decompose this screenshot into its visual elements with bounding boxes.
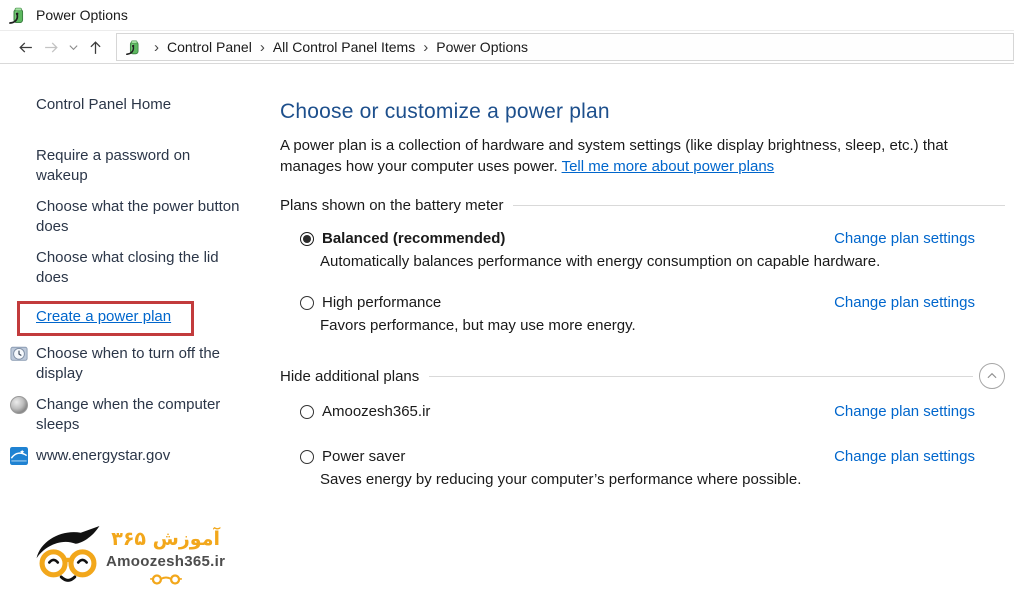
intro-paragraph xyxy=(280,135,985,177)
forward-button[interactable] xyxy=(38,34,64,60)
sidebar-item-require-password[interactable]: Require a password on wakeup xyxy=(36,147,191,184)
radio-high-performance[interactable] xyxy=(300,296,314,310)
sidebar-item-label: Choose when to turn off the display xyxy=(36,345,221,382)
title-bar xyxy=(0,0,1014,30)
section-battery-meter xyxy=(280,197,1005,214)
sidebar-item-power-button[interactable]: Choose what the power button does xyxy=(36,198,240,235)
plan-row-balanced xyxy=(280,230,1005,270)
sidebar-item-closing-lid[interactable]: Choose what closing the lid does xyxy=(36,249,219,286)
display-clock-icon xyxy=(10,345,28,363)
breadcrumb-chevron-icon[interactable]: › xyxy=(154,38,159,56)
sidebar xyxy=(0,64,255,599)
plan-name[interactable]: High performance xyxy=(322,294,442,311)
recent-pages-dropdown[interactable] xyxy=(64,34,82,60)
section-divider xyxy=(513,205,1005,206)
sidebar-item-computer-sleeps[interactable] xyxy=(36,395,241,435)
change-plan-settings-link-high-performance[interactable]: Change plan settings xyxy=(834,294,975,311)
chevron-up-icon xyxy=(985,369,999,383)
amoozesh365-logo xyxy=(34,522,239,586)
sidebar-item-control-panel-home[interactable]: Control Panel Home xyxy=(36,96,172,113)
tell-me-more-link[interactable]: Tell me more about power plans xyxy=(561,158,775,175)
plan-description: Favors performance, but may use more energy. xyxy=(320,317,636,334)
breadcrumb-chevron-icon[interactable]: › xyxy=(423,38,429,56)
change-plan-settings-link-amoozesh[interactable]: Change plan settings xyxy=(834,403,975,420)
forward-arrow-icon xyxy=(43,39,60,56)
window-content xyxy=(0,64,1014,599)
sidebar-item-turn-off-display[interactable] xyxy=(36,344,241,384)
sidebar-item-energystar[interactable] xyxy=(36,446,241,466)
intro-text: A power plan is a collection of hardware and system settings (like display brightness, sleep, etc.) that manages how your computer uses power. xyxy=(280,137,948,175)
plan-name[interactable]: Power saver xyxy=(322,448,406,465)
logo-brand-english: Amoozesh365.ir xyxy=(106,553,226,570)
plan-description: Automatically balances performance with energy consumption on capable hardware. xyxy=(320,253,881,270)
power-options-icon xyxy=(8,6,27,25)
page-title: Choose or customize a power plan xyxy=(280,100,610,123)
breadcrumb-all-items[interactable]: All Control Panel Items xyxy=(272,39,416,55)
plan-description: Saves energy by reducing your computer’s performance where possible. xyxy=(320,471,802,488)
section-label: Hide additional plans xyxy=(280,367,420,385)
back-button[interactable] xyxy=(12,34,38,60)
plan-row-amoozesh xyxy=(280,403,1005,420)
power-options-icon-small xyxy=(125,39,142,56)
address-bar[interactable] xyxy=(116,33,1014,61)
window-title: Power Options xyxy=(36,7,128,23)
main-panel xyxy=(255,64,1014,599)
radio-power-saver[interactable] xyxy=(300,450,314,464)
logo-brand-farsi: آموزش ۳۶۵ xyxy=(111,528,220,550)
radio-balanced[interactable] xyxy=(300,232,314,246)
sleep-sphere-icon xyxy=(10,396,28,414)
plan-name[interactable]: Amoozesh365.ir xyxy=(322,403,431,420)
change-plan-settings-link-balanced[interactable]: Change plan settings xyxy=(834,230,975,247)
up-button[interactable] xyxy=(82,34,108,60)
chevron-down-icon xyxy=(68,42,79,53)
collapse-section-button[interactable] xyxy=(979,363,1005,389)
energy-star-icon xyxy=(10,447,28,465)
change-plan-settings-link-power-saver[interactable]: Change plan settings xyxy=(834,448,975,465)
radio-amoozesh[interactable] xyxy=(300,405,314,419)
plan-row-high-performance xyxy=(280,294,1005,334)
create-power-plan-highlight xyxy=(17,301,194,336)
section-divider xyxy=(429,376,973,377)
back-arrow-icon xyxy=(17,39,34,56)
up-arrow-icon xyxy=(87,39,104,56)
plan-name[interactable]: Balanced (recommended) xyxy=(322,230,506,247)
breadcrumb-power-options[interactable]: Power Options xyxy=(436,39,529,55)
breadcrumb-chevron-icon[interactable]: › xyxy=(259,38,265,56)
navigation-bar xyxy=(0,30,1014,64)
section-additional-plans xyxy=(280,363,1005,389)
sidebar-item-label: Change when the computer sleeps xyxy=(36,396,221,433)
plan-row-power-saver xyxy=(280,448,1005,488)
breadcrumb-control-panel[interactable]: Control Panel xyxy=(167,39,252,55)
section-label: Plans shown on the battery meter xyxy=(280,197,504,214)
logo-mini-glasses-icon xyxy=(149,573,183,586)
logo-face-icon xyxy=(34,522,102,586)
sidebar-item-label: www.energystar.gov xyxy=(36,447,171,464)
sidebar-item-create-power-plan[interactable]: Create a power plan xyxy=(36,308,172,325)
